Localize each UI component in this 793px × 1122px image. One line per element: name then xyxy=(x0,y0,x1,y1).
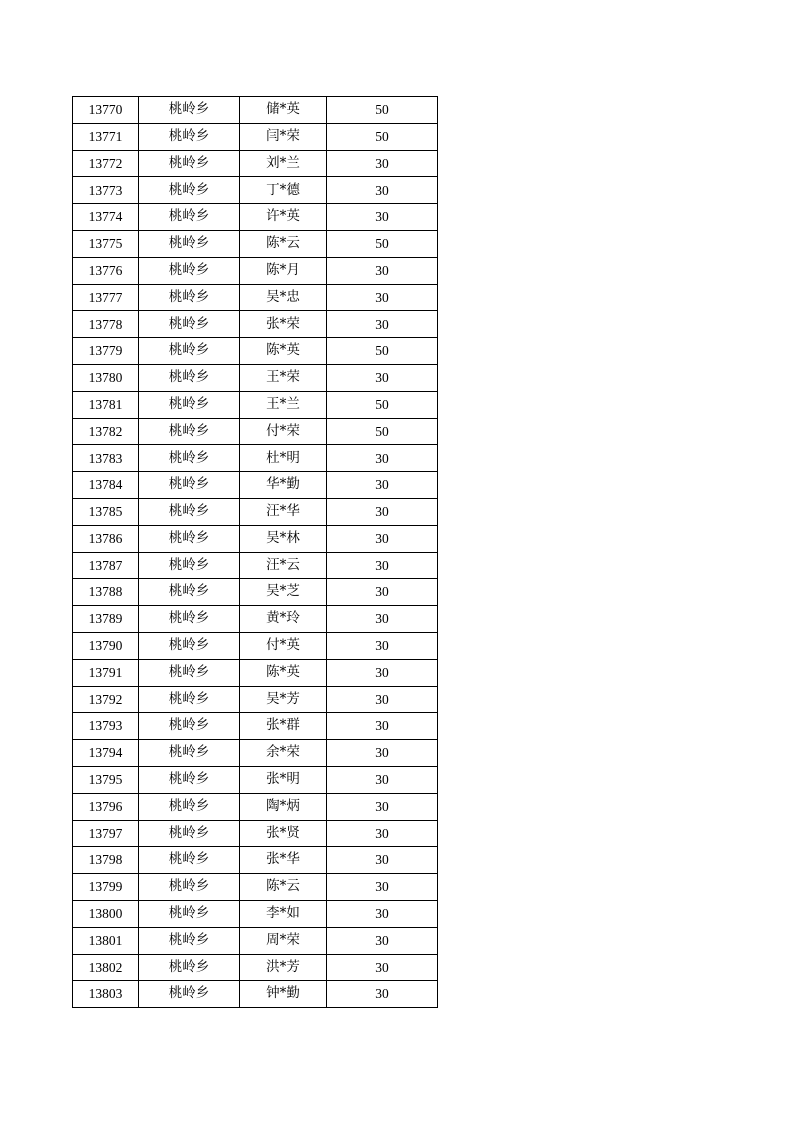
cell-amount: 30 xyxy=(327,579,438,606)
cell-amount: 30 xyxy=(327,954,438,981)
cell-town: 桃岭乡 xyxy=(139,257,240,284)
cell-id: 13798 xyxy=(73,847,139,874)
cell-name: 刘*兰 xyxy=(240,150,327,177)
cell-id: 13790 xyxy=(73,632,139,659)
cell-id: 13783 xyxy=(73,445,139,472)
cell-id: 13795 xyxy=(73,766,139,793)
cell-amount: 30 xyxy=(327,686,438,713)
cell-id: 13789 xyxy=(73,606,139,633)
cell-amount: 30 xyxy=(327,204,438,231)
cell-amount: 30 xyxy=(327,713,438,740)
table-row xyxy=(73,284,438,311)
cell-name: 陈*云 xyxy=(240,874,327,901)
cell-town: 桃岭乡 xyxy=(139,177,240,204)
cell-name: 吴*林 xyxy=(240,525,327,552)
cell-id: 13801 xyxy=(73,927,139,954)
cell-name: 张*荣 xyxy=(240,311,327,338)
table-row xyxy=(73,659,438,686)
cell-amount: 50 xyxy=(327,338,438,365)
cell-name: 汪*云 xyxy=(240,552,327,579)
cell-town: 桃岭乡 xyxy=(139,338,240,365)
cell-town: 桃岭乡 xyxy=(139,472,240,499)
table-row xyxy=(73,445,438,472)
table-row xyxy=(73,418,438,445)
cell-id: 13786 xyxy=(73,525,139,552)
cell-name: 汪*华 xyxy=(240,498,327,525)
table-row xyxy=(73,257,438,284)
cell-name: 周*荣 xyxy=(240,927,327,954)
cell-name: 钟*勤 xyxy=(240,981,327,1008)
cell-id: 13777 xyxy=(73,284,139,311)
cell-name: 储*英 xyxy=(240,97,327,124)
cell-id: 13780 xyxy=(73,364,139,391)
cell-id: 13779 xyxy=(73,338,139,365)
cell-amount: 30 xyxy=(327,525,438,552)
cell-id: 13774 xyxy=(73,204,139,231)
table-row xyxy=(73,525,438,552)
cell-amount: 30 xyxy=(327,445,438,472)
cell-town: 桃岭乡 xyxy=(139,954,240,981)
cell-name: 陈*英 xyxy=(240,338,327,365)
cell-name: 付*英 xyxy=(240,632,327,659)
table-row xyxy=(73,713,438,740)
cell-town: 桃岭乡 xyxy=(139,284,240,311)
table-row xyxy=(73,364,438,391)
cell-amount: 30 xyxy=(327,766,438,793)
table-body xyxy=(73,97,438,1008)
cell-town: 桃岭乡 xyxy=(139,686,240,713)
cell-amount: 50 xyxy=(327,123,438,150)
cell-town: 桃岭乡 xyxy=(139,847,240,874)
cell-name: 许*英 xyxy=(240,204,327,231)
cell-id: 13776 xyxy=(73,257,139,284)
cell-id: 13784 xyxy=(73,472,139,499)
cell-town: 桃岭乡 xyxy=(139,632,240,659)
cell-amount: 50 xyxy=(327,97,438,124)
cell-amount: 30 xyxy=(327,847,438,874)
cell-town: 桃岭乡 xyxy=(139,981,240,1008)
cell-name: 李*如 xyxy=(240,900,327,927)
table-row xyxy=(73,97,438,124)
table-row xyxy=(73,793,438,820)
cell-town: 桃岭乡 xyxy=(139,150,240,177)
cell-amount: 30 xyxy=(327,498,438,525)
table-row xyxy=(73,740,438,767)
table-row xyxy=(73,900,438,927)
cell-town: 桃岭乡 xyxy=(139,204,240,231)
cell-amount: 30 xyxy=(327,552,438,579)
table-row xyxy=(73,150,438,177)
table-row xyxy=(73,552,438,579)
cell-amount: 30 xyxy=(327,820,438,847)
table-row xyxy=(73,204,438,231)
cell-name: 洪*芳 xyxy=(240,954,327,981)
cell-town: 桃岭乡 xyxy=(139,713,240,740)
cell-id: 13803 xyxy=(73,981,139,1008)
cell-id: 13778 xyxy=(73,311,139,338)
cell-town: 桃岭乡 xyxy=(139,820,240,847)
cell-town: 桃岭乡 xyxy=(139,418,240,445)
cell-id: 13785 xyxy=(73,498,139,525)
cell-amount: 30 xyxy=(327,284,438,311)
cell-id: 13771 xyxy=(73,123,139,150)
cell-id: 13775 xyxy=(73,230,139,257)
cell-name: 陈*月 xyxy=(240,257,327,284)
table-row xyxy=(73,874,438,901)
cell-town: 桃岭乡 xyxy=(139,445,240,472)
cell-town: 桃岭乡 xyxy=(139,97,240,124)
cell-amount: 30 xyxy=(327,364,438,391)
cell-id: 13773 xyxy=(73,177,139,204)
table-row xyxy=(73,632,438,659)
cell-name: 张*群 xyxy=(240,713,327,740)
cell-amount: 30 xyxy=(327,606,438,633)
cell-amount: 30 xyxy=(327,311,438,338)
cell-id: 13797 xyxy=(73,820,139,847)
cell-amount: 50 xyxy=(327,418,438,445)
cell-town: 桃岭乡 xyxy=(139,606,240,633)
cell-id: 13781 xyxy=(73,391,139,418)
table-row xyxy=(73,847,438,874)
table-row xyxy=(73,579,438,606)
cell-name: 张*明 xyxy=(240,766,327,793)
cell-amount: 30 xyxy=(327,981,438,1008)
cell-town: 桃岭乡 xyxy=(139,900,240,927)
cell-id: 13791 xyxy=(73,659,139,686)
cell-town: 桃岭乡 xyxy=(139,927,240,954)
table-row xyxy=(73,954,438,981)
cell-amount: 50 xyxy=(327,391,438,418)
table-row xyxy=(73,820,438,847)
data-table xyxy=(72,96,438,1008)
cell-amount: 30 xyxy=(327,900,438,927)
cell-town: 桃岭乡 xyxy=(139,740,240,767)
cell-name: 华*勤 xyxy=(240,472,327,499)
cell-amount: 30 xyxy=(327,740,438,767)
cell-name: 陈*英 xyxy=(240,659,327,686)
cell-town: 桃岭乡 xyxy=(139,579,240,606)
table-row xyxy=(73,177,438,204)
cell-name: 闫*荣 xyxy=(240,123,327,150)
table-row xyxy=(73,981,438,1008)
cell-id: 13787 xyxy=(73,552,139,579)
table-row xyxy=(73,123,438,150)
cell-town: 桃岭乡 xyxy=(139,659,240,686)
cell-name: 余*荣 xyxy=(240,740,327,767)
cell-town: 桃岭乡 xyxy=(139,766,240,793)
cell-amount: 30 xyxy=(327,150,438,177)
cell-town: 桃岭乡 xyxy=(139,311,240,338)
table-row xyxy=(73,311,438,338)
cell-town: 桃岭乡 xyxy=(139,793,240,820)
table-row xyxy=(73,338,438,365)
cell-town: 桃岭乡 xyxy=(139,498,240,525)
cell-id: 13794 xyxy=(73,740,139,767)
cell-id: 13796 xyxy=(73,793,139,820)
cell-name: 黄*玲 xyxy=(240,606,327,633)
cell-id: 13793 xyxy=(73,713,139,740)
cell-town: 桃岭乡 xyxy=(139,123,240,150)
cell-name: 吴*忠 xyxy=(240,284,327,311)
cell-name: 张*贤 xyxy=(240,820,327,847)
cell-name: 王*荣 xyxy=(240,364,327,391)
cell-name: 王*兰 xyxy=(240,391,327,418)
cell-amount: 30 xyxy=(327,793,438,820)
cell-id: 13788 xyxy=(73,579,139,606)
cell-name: 陶*炳 xyxy=(240,793,327,820)
cell-id: 13792 xyxy=(73,686,139,713)
cell-name: 陈*云 xyxy=(240,230,327,257)
table-row xyxy=(73,391,438,418)
cell-id: 13799 xyxy=(73,874,139,901)
cell-name: 丁*德 xyxy=(240,177,327,204)
cell-amount: 30 xyxy=(327,659,438,686)
cell-name: 吴*芳 xyxy=(240,686,327,713)
cell-amount: 30 xyxy=(327,874,438,901)
table-row xyxy=(73,927,438,954)
cell-amount: 30 xyxy=(327,632,438,659)
cell-town: 桃岭乡 xyxy=(139,552,240,579)
cell-town: 桃岭乡 xyxy=(139,230,240,257)
cell-name: 张*华 xyxy=(240,847,327,874)
table-row xyxy=(73,472,438,499)
cell-name: 杜*明 xyxy=(240,445,327,472)
cell-town: 桃岭乡 xyxy=(139,525,240,552)
cell-id: 13782 xyxy=(73,418,139,445)
cell-name: 吴*芝 xyxy=(240,579,327,606)
cell-name: 付*荣 xyxy=(240,418,327,445)
table-row xyxy=(73,766,438,793)
cell-id: 13772 xyxy=(73,150,139,177)
cell-town: 桃岭乡 xyxy=(139,391,240,418)
cell-amount: 30 xyxy=(327,177,438,204)
cell-town: 桃岭乡 xyxy=(139,364,240,391)
cell-amount: 30 xyxy=(327,927,438,954)
table-row xyxy=(73,606,438,633)
cell-id: 13802 xyxy=(73,954,139,981)
cell-amount: 50 xyxy=(327,230,438,257)
cell-amount: 30 xyxy=(327,472,438,499)
table-row xyxy=(73,230,438,257)
cell-id: 13770 xyxy=(73,97,139,124)
table-row xyxy=(73,498,438,525)
cell-id: 13800 xyxy=(73,900,139,927)
cell-amount: 30 xyxy=(327,257,438,284)
cell-town: 桃岭乡 xyxy=(139,874,240,901)
table-row xyxy=(73,686,438,713)
